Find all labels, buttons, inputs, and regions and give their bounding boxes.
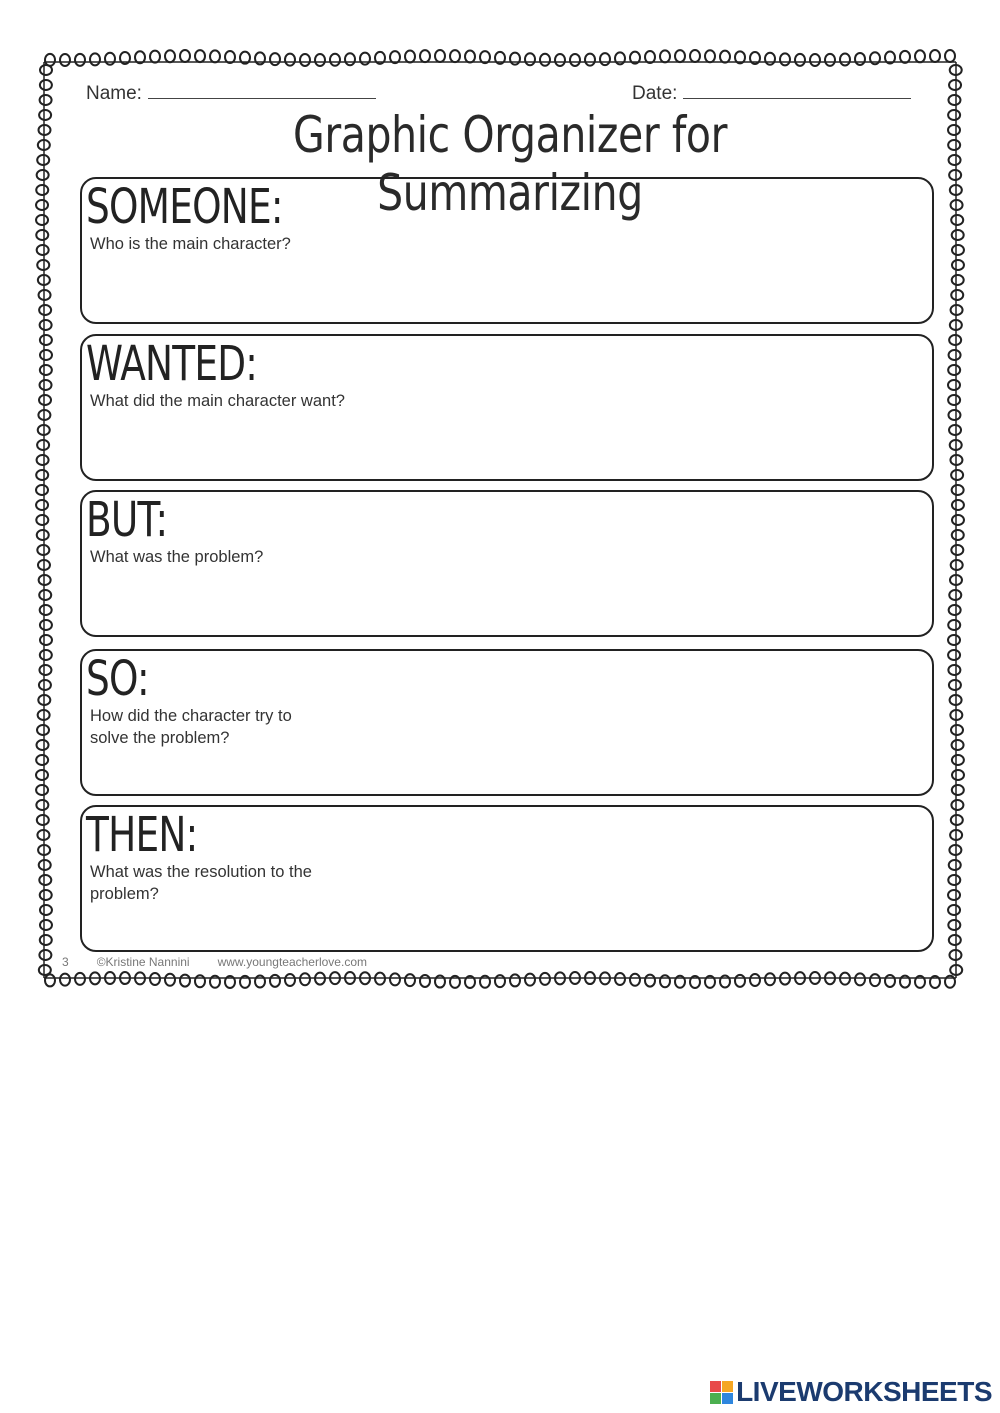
date-blank-line[interactable]	[683, 80, 911, 99]
section-then[interactable]	[80, 805, 934, 952]
logo-square-green	[710, 1393, 721, 1404]
name-field[interactable]	[86, 80, 376, 105]
section-wanted[interactable]	[80, 334, 934, 481]
footer-website: www.youngteacherlove.com	[217, 955, 367, 969]
section-someone[interactable]	[80, 177, 934, 324]
section-heading: WANTED:	[86, 336, 258, 392]
section-heading: SOMEONE:	[86, 179, 283, 235]
section-but[interactable]	[80, 490, 934, 637]
footer-copyright: ©Kristine Nannini	[96, 955, 190, 969]
section-heading: BUT:	[86, 492, 168, 548]
section-prompt: What did the main character want?	[90, 392, 345, 410]
footer-credit	[62, 955, 395, 969]
logo-square-blue	[722, 1393, 733, 1404]
footer-page-number: 3	[62, 955, 69, 969]
page-title: Graphic Organizer for Summarizing	[292, 106, 728, 222]
logo-square-red	[710, 1381, 721, 1392]
section-prompt: How did the character try to solve the problem?	[90, 707, 292, 747]
brand-name: LIVEWORKSHEETS	[736, 1376, 992, 1407]
date-label: Date:	[632, 83, 678, 104]
section-heading: SO:	[86, 651, 149, 707]
name-blank-line[interactable]	[148, 80, 376, 99]
section-so[interactable]	[80, 649, 934, 796]
section-prompt: What was the resolution to the problem?	[90, 863, 312, 903]
liveworksheets-logo-icon	[710, 1381, 733, 1404]
logo-square-orange	[722, 1381, 733, 1392]
name-label: Name:	[86, 83, 142, 104]
section-prompt: What was the problem?	[90, 548, 264, 566]
section-prompt: Who is the main character?	[90, 235, 291, 253]
liveworksheets-brand[interactable]	[710, 1376, 992, 1408]
section-heading: THEN:	[86, 807, 198, 863]
date-field[interactable]	[632, 80, 911, 105]
